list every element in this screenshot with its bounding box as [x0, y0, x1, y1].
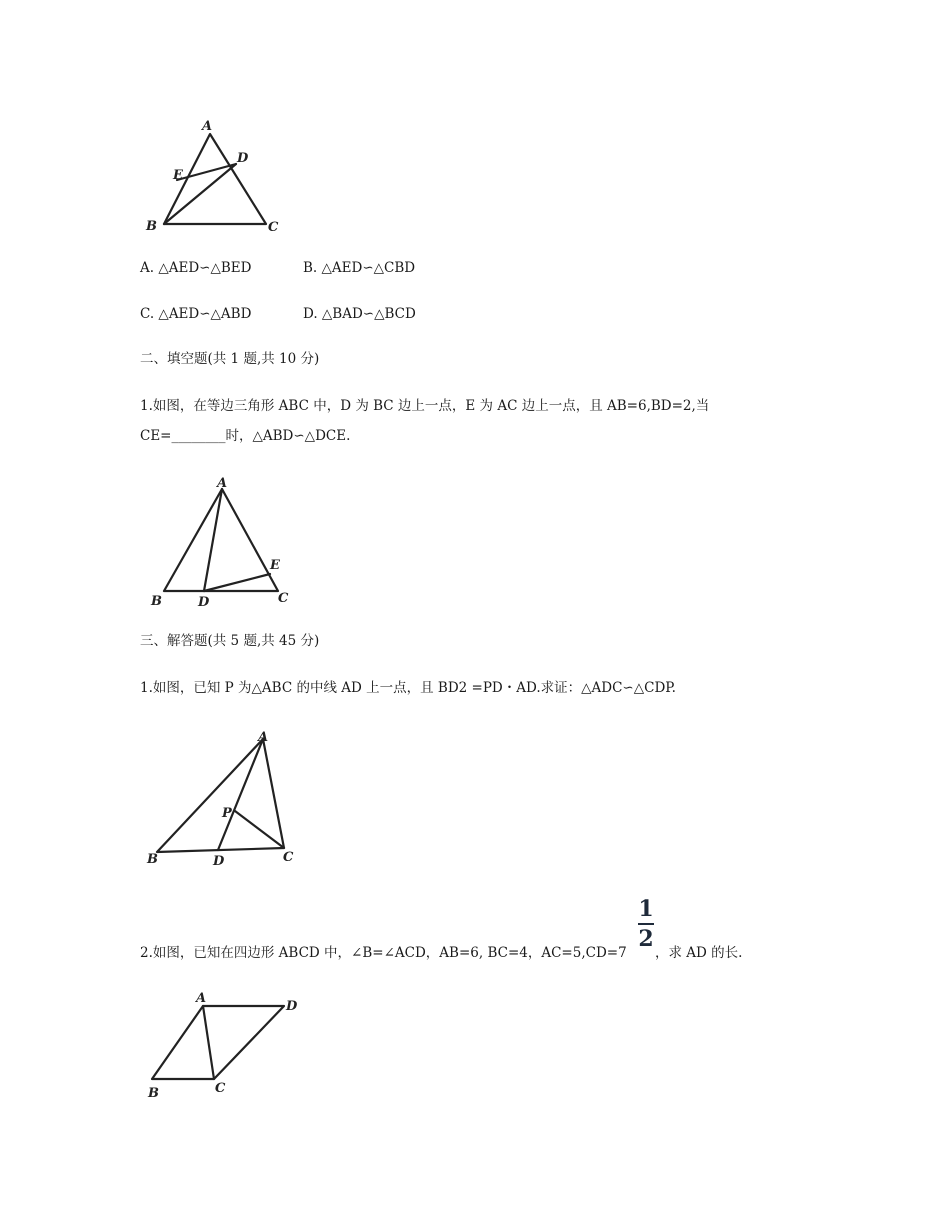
- figure-median-triangle: [140, 725, 310, 870]
- figure-equilateral-triangle: [140, 475, 300, 610]
- quadrilateral-abcd: [152, 1006, 284, 1079]
- option-c: C. △AED∽△ABD: [140, 306, 252, 322]
- label-b: B: [148, 1086, 159, 1101]
- option-d: D. △BAD∽△BCD: [303, 306, 416, 322]
- label-c: C: [278, 591, 289, 606]
- label-d: D: [198, 595, 210, 610]
- question-answer-2-text: 2.如图，已知在四边形 ABCD 中，∠B=∠ACD，AB=6, BC=4，AC=5,CD=7: [140, 945, 627, 961]
- label-b: B: [146, 219, 157, 234]
- label-e: E: [173, 168, 183, 183]
- question-fill-1-line2: CE=________时，△ABD∽△DCE.: [140, 428, 351, 444]
- label-a: A: [258, 730, 269, 745]
- label-b: B: [147, 852, 158, 867]
- question-answer-1: 1.如图，已知 P 为△ABC 的中线 AD 上一点，且 BD2 =PD・AD.求证：△ADC∽△CDP.: [140, 680, 676, 696]
- section-heading-fill: 二、填空题(共 1 题,共 10 分): [140, 351, 320, 367]
- figure-quadrilateral: [140, 985, 310, 1105]
- fraction-one-half: [636, 896, 656, 952]
- option-a: A. △AED∽△BED: [140, 260, 252, 276]
- segment-ac: [203, 1006, 214, 1079]
- label-d: D: [286, 999, 298, 1014]
- section-heading-answer: 三、解答题(共 5 题,共 45 分): [140, 633, 320, 649]
- option-b: B. △AED∽△CBD: [303, 260, 416, 276]
- figure-triangle-aed: [140, 118, 290, 243]
- question-answer-2-tail: ，求 AD 的长.: [655, 945, 743, 961]
- label-c: C: [268, 220, 279, 235]
- label-d: D: [213, 854, 225, 869]
- label-c: C: [215, 1081, 226, 1096]
- fraction-bar: [638, 923, 654, 925]
- label-b: B: [151, 594, 162, 609]
- fraction-denominator: 2: [638, 926, 654, 952]
- label-a: A: [196, 991, 207, 1006]
- label-d: D: [237, 151, 249, 166]
- segment-pc: [235, 811, 284, 848]
- label-p: P: [222, 806, 232, 821]
- fraction-numerator: 1: [638, 896, 654, 922]
- triangle-abc: [157, 739, 284, 852]
- segment-ad: [218, 739, 263, 850]
- segment-de: [204, 574, 270, 591]
- label-c: C: [283, 850, 294, 865]
- label-a: A: [217, 476, 228, 491]
- label-e: E: [270, 558, 280, 573]
- question-fill-1-line1: 1.如图，在等边三角形 ABC 中，D 为 BC 边上一点，E 为 AC 边上一点，且 AB=6,BD=2,当: [140, 398, 710, 414]
- label-a: A: [202, 119, 213, 134]
